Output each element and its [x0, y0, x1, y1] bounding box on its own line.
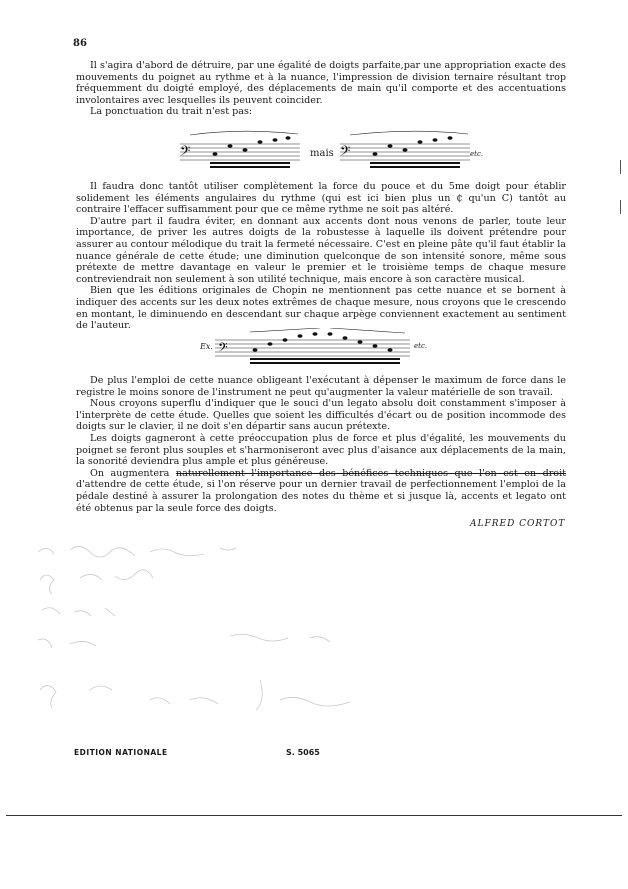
- paragraph-editions: Bien que les éditions originales de Chopin ne mentionnent pas cette nuance et se bornent à indiquer des accents sur les deux notes extrêmes de chaque mesure, nous croyons que le crescendo en montant, le diminuendo en descendant sur chaque arpège conviennent exactement au sentiment de l'auteur.: [76, 285, 566, 332]
- text-block-bottom: [76, 375, 566, 514]
- ponctuation-line: La ponctuation du trait n'est pas:: [90, 106, 253, 118]
- conclusion-rest: d'attendre de cette étude, si l'on réserve pour un dernier travail de perfectionnement l'emploi de la pédale destiné à assurer la prolongation des notes du thème et si jusque là, accents et legato ont été obtenus par la seule force des doigts.: [76, 479, 566, 514]
- margin-mark-upper: [620, 160, 621, 174]
- paragraph-nuance: De plus l'emploi de cette nuance obligeant l'exécutant à dépenser le maximum de force dans le registre le moins sonore de l'instrument ne peut qu'augmenter la valeur matérielle de son travail.: [76, 375, 566, 398]
- page-bottom-rule: [6, 815, 622, 816]
- paragraph-intro: Il s'agira d'abord de détruire, par une égalité de doigts parfaite,par une appropriation exacte des mouvements du poignet au rythme et à la nuance, l'impression de division ternaire résultant trop fréquemment du doigté employé, des déplacements de main qu'il comporte et des accentuations involontaires avec lesquelles ils peuvent coincider.: [76, 60, 566, 106]
- paragraph-force: Il faudra donc tantôt utiliser complètement la force du pouce et du 5me doigt pour établir solidement les éléments angulaires du rythme (qui est ici bien plus un ₵ qu'un C) tantôt au contraire l'effacer suffisamment pour que ce même rythme ne soit pas altéré.: [76, 181, 566, 216]
- music-example-2-etc: etc.: [414, 342, 428, 350]
- music-staff-example-2: [200, 328, 440, 370]
- text-block-middle: [76, 181, 566, 332]
- margin-mark-lower: [620, 200, 621, 214]
- svg-text:𝄢: 𝄢: [340, 143, 351, 162]
- svg-text:𝄢: 𝄢: [218, 340, 228, 358]
- text-block-top: [76, 60, 566, 118]
- page-number: 86: [73, 38, 87, 49]
- author-signature: ALFRED CORTOT: [470, 519, 566, 529]
- music-example-1: [170, 130, 500, 179]
- music-example-2: [200, 328, 440, 374]
- paragraph-doigts: Les doigts gagneront à cette préoccupation plus de force et plus d'égalité, les mouvements du poignet se feront plus souples et s'harmoniseront avec plus d'aisance aux déplacements de la main, la sonorité deviendra plus ample et plus généreuse.: [76, 432, 566, 468]
- music-staff-example-1: [170, 130, 500, 175]
- paragraph-conclusion: [76, 468, 566, 514]
- footer-edition: EDITION NATIONALE: [74, 748, 168, 757]
- music-example-1-mais: mais: [310, 148, 334, 159]
- svg-text:𝄢: 𝄢: [180, 143, 191, 162]
- conclusion-struck-text: naturellement l'importance des bénéfices techniques que l'on est en droit: [175, 467, 567, 479]
- music-example-2-label: Ex.: [200, 342, 213, 351]
- conclusion-start: On augmentera: [90, 467, 176, 479]
- footer-plate-number: S. 5065: [286, 748, 320, 757]
- pencil-annotations: [30, 540, 450, 740]
- paragraph-accents: D'autre part il faudra éviter, en donnant aux accents dont nous venons de parler, toute leur importance, de priver les autres doigts de la robustesse à laquelle ils doivent prétendre pour assurer au contour mélodique du trait la fermeté nécessaire. C'est en pleine pâte qu'il faut établir la nuance générale de cette étude; une diminution quelconque de son intensité sonore, même sous prétexte de mettre davantage en valeur le premier et le troisième temps de chaque mesure contreviendrait non seulement à son utilité technique, mais encore à son caractère musical.: [76, 215, 566, 285]
- music-example-1-etc: etc.: [470, 150, 484, 158]
- paragraph-legato: Nous croyons superflu d'indiquer que le souci d'un legato absolu doit constamment s'imposer à l'interprète de cette étude. Quelles que soient les difficultés d'écart ou de position incommode des doigts sur le clavier, il ne doit s'en départir sans aucun prétexte.: [76, 398, 566, 433]
